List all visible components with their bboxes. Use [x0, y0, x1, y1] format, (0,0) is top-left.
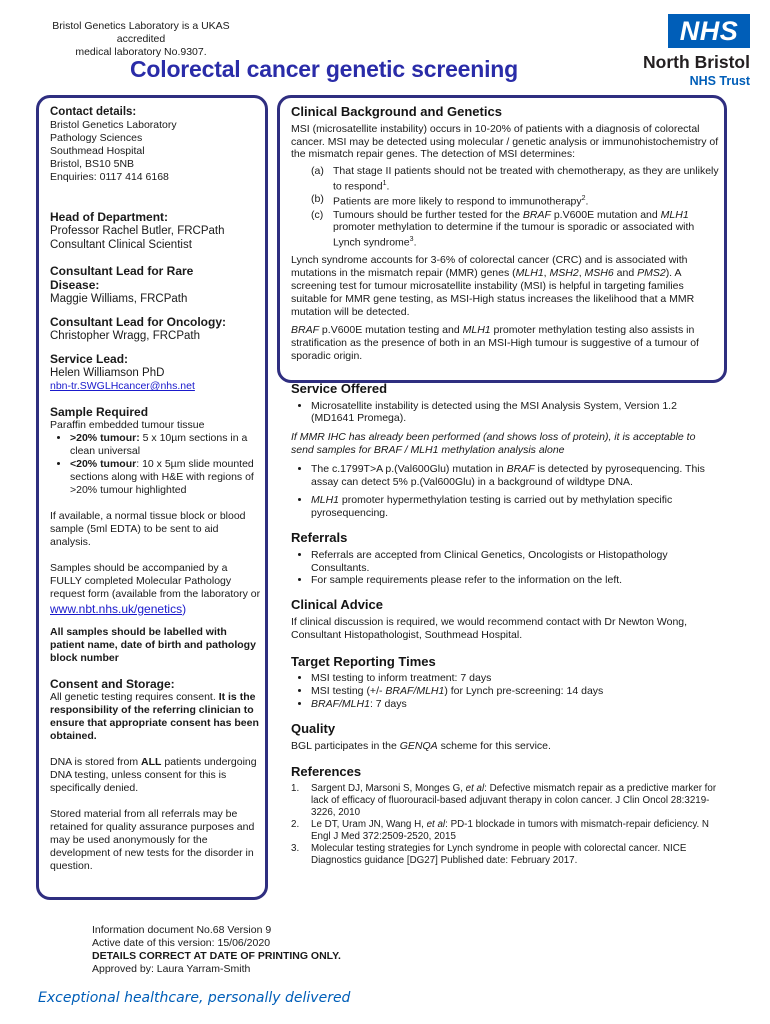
contact-line: Enquiries: 0117 414 6168	[50, 171, 169, 183]
sample-normal-tissue: If available, a normal tissue block or blood sample (5ml EDTA) to be sent to aid analysis.	[50, 510, 246, 548]
contact-line: Pathology Sciences	[50, 132, 143, 144]
quality-heading: Quality	[291, 720, 336, 736]
nhs-logo-mark: NHS	[668, 14, 750, 48]
rare-disease-lead: Maggie Williams, FRCPath	[50, 293, 188, 305]
clinical-background-heading: Clinical Background and Genetics	[291, 104, 502, 119]
document-footer	[92, 924, 341, 976]
list-item: • >20% tumour: 5 x 10µm sections in a clean universal	[70, 432, 262, 458]
service-lead-heading: Service Lead:	[50, 352, 129, 366]
list-item: 1. Sargent DJ, Marsoni S, Monges G, et al: Defective mismatch repair as a predictive marker for lack of efficacy of fluorouracil-based adjuvant therapy in colon cancer. J Clin Oncol 28:3219-3226, 2010	[291, 783, 717, 819]
approved-by: Approved by: Laura Yarram-Smith	[92, 963, 251, 975]
stored-material-paragraph: Stored material from all referrals may be retained for quality assurance purposes and may be used anonymously for the development of new tests for the disorder in question.	[50, 808, 255, 872]
contact-line: Bristol Genetics Laboratory	[50, 119, 177, 131]
nhs-logo-org: North Bristol	[643, 52, 750, 72]
tat-heading: Target Reporting Times	[291, 653, 436, 669]
dna-storage-paragraph: DNA is stored from ALL patients undergoing DNA testing, unless consent for this is specifically denied.	[50, 756, 257, 794]
nhs-slogan: Exceptional healthcare, personally delivered	[38, 990, 351, 1006]
list-item: • BRAF/MLH1: 7 days	[311, 698, 721, 711]
tat-list	[291, 672, 721, 710]
quality-text: BGL participates in the GENQA scheme for this service.	[291, 739, 551, 752]
list-item: 2. Le DT, Uram JN, Wang H, et al: PD-1 blockade in tumors with mismatch-repair deficiency. N Engl J Med 372:2509-2520, 2015	[291, 819, 710, 843]
msi-determines-list	[291, 165, 721, 249]
left-column	[50, 106, 262, 873]
referrals-heading: Referrals	[291, 530, 348, 546]
link-close-paren: )	[182, 602, 187, 616]
list-item: • MLH1 promoter hypermethylation testing is carried out by methylation specific pyrosequencing.	[311, 494, 721, 520]
nhs-logo-trust: NHS Trust	[689, 74, 750, 88]
list-item: • The c.1799T>A p.(Val600Glu) mutation in BRAF is detected by pyrosequencing. This assay can detect 5% p.(Val600Glu) in a background of wildtype DNA.	[311, 463, 721, 489]
contact-line: Southmead Hospital	[50, 145, 145, 157]
contact-line: Bristol, BS10 5NB	[50, 158, 135, 170]
contact-details	[50, 119, 262, 184]
consent-paragraph: All genetic testing requires consent. It is the responsibility of the referring clinician to ensure that appropriate consent has been obtained.	[50, 691, 259, 742]
list-item: • MSI testing to inform treatment: 7 days	[311, 672, 721, 685]
list-item: 3. Molecular testing strategies for Lynch syndrome in people with colorectal cancer. NICE Diagnostics guidance [DG27] Published date: February 2017.	[291, 843, 687, 867]
active-date: Active date of this version: 15/06/2020	[92, 937, 271, 949]
head-dept-title: Consultant Clinical Scientist	[50, 239, 192, 251]
document-number: Information document No.68 Version 9	[92, 924, 272, 936]
referrals-list	[291, 549, 721, 587]
service-list-2	[291, 463, 721, 520]
ihc-note: If MMR IHC has already been performed (and shows loss of protein), it is acceptable to send samples for BRAF / MLH1 methylation analysis alone	[291, 431, 696, 457]
braf-paragraph: BRAF p.V600E mutation testing and MLH1 promoter methylation testing also assists in stratification as the presence of both in an MSI-High tumour is suggestive of a tumour of sporadic origin.	[291, 324, 699, 363]
clinical-advice-text: If clinical discussion is required, we would recommend contact with Dr Newton Wong, Consultant Histopathologist, Southmead Hospital.	[291, 616, 688, 641]
consent-heading: Consent and Storage:	[50, 677, 175, 691]
sample-list	[50, 432, 262, 497]
head-dept-heading: Head of Department:	[50, 210, 169, 224]
accreditation-line: medical laboratory No.9307.	[75, 46, 207, 58]
sample-intro: Paraffin embedded tumour tissue	[50, 419, 205, 431]
list-item: • Microsatellite instability is detected using the MSI Analysis System, Version 1.2 (MD1641 Promega).	[311, 400, 721, 426]
list-item: (b) Patients are more likely to respond to immunotherapy$^2$.	[311, 193, 589, 208]
labelling-requirement: All samples should be labelled with patient name, date of birth and pathology block number	[50, 626, 256, 664]
list-item: (a) That stage II patients should not be treated with chemotherapy, as they are unlikely to respond$^1$.	[311, 165, 719, 193]
list-item: • MSI testing (+/- BRAF/MLH1) for Lynch pre-screening: 14 days	[311, 685, 721, 698]
references-heading: References	[291, 764, 362, 780]
oncology-lead: Christopher Wragg, FRCPath	[50, 330, 200, 342]
list-item: • For sample requirements please refer to the information on the left.	[311, 574, 721, 587]
service-offered-heading: Service Offered	[291, 380, 388, 396]
msi-intro: MSI (microsatellite instability) occurs in 10-20% of patients with a diagnosis of colorectal cancer. MSI may be detected using molecular / genetic analysis or immunohistochemistry of the mismatch repair genes. The detection of MSI determines:	[291, 122, 719, 161]
service-lead-name: Helen Williamson PhD	[50, 367, 165, 379]
rare-disease-heading: Consultant Lead for Rare Disease:	[50, 264, 194, 292]
service-lead-email-link[interactable]: nbn-tr.SWGLHcancer@nhs.net	[50, 380, 195, 392]
printing-notice: DETAILS CORRECT AT DATE OF PRINTING ONLY.	[92, 950, 341, 962]
accreditation-notice	[28, 20, 254, 59]
oncology-heading: Consultant Lead for Oncology:	[50, 315, 226, 329]
page-title: Colorectal cancer genetic screening	[130, 56, 518, 82]
list-item: (c) Tumours should be further tested for the BRAF p.V600E mutation and MLH1 promoter methylation to determine if the tumour is sporadic or associated with Lynch syndrome$^3$.	[311, 208, 695, 249]
references-list	[291, 783, 721, 867]
lynch-paragraph: Lynch syndrome accounts for 3-6% of colorectal cancer (CRC) and is associated with mutations in the mismatch repair (MMR) genes (MLH1, MSH2, MSH6 and PMS2). A screening test for tumour microsatellite instability (MSI) is helpful in targeting families suitable for MMR gene testing, as MSI-High status increases the likelihood that a MMR mutation will be detected.	[291, 254, 695, 318]
sample-heading: Sample Required	[50, 405, 149, 419]
list-item: • <20% tumour: 10 x 5µm slide mounted sections along with H&E with regions of >20% tumour highlighted	[70, 458, 262, 497]
service-list-1	[291, 400, 721, 426]
right-column	[291, 106, 721, 867]
clinical-advice-heading: Clinical Advice	[291, 597, 383, 613]
list-item: • Referrals are accepted from Clinical Genetics, Oncologists or Histopathology Consultants.	[311, 549, 721, 575]
accreditation-line: Bristol Genetics Laboratory is a UKAS accredited	[52, 20, 230, 45]
head-dept-name: Professor Rachel Butler, FRCPath	[50, 225, 225, 237]
contact-heading: Contact details:	[50, 106, 137, 118]
sample-request-form: Samples should be accompanied by a FULLY completed Molecular Pathology request form (available from the laboratory or	[50, 562, 261, 600]
genetics-website-link[interactable]: www.nbt.nhs.uk/genetics	[50, 602, 183, 616]
